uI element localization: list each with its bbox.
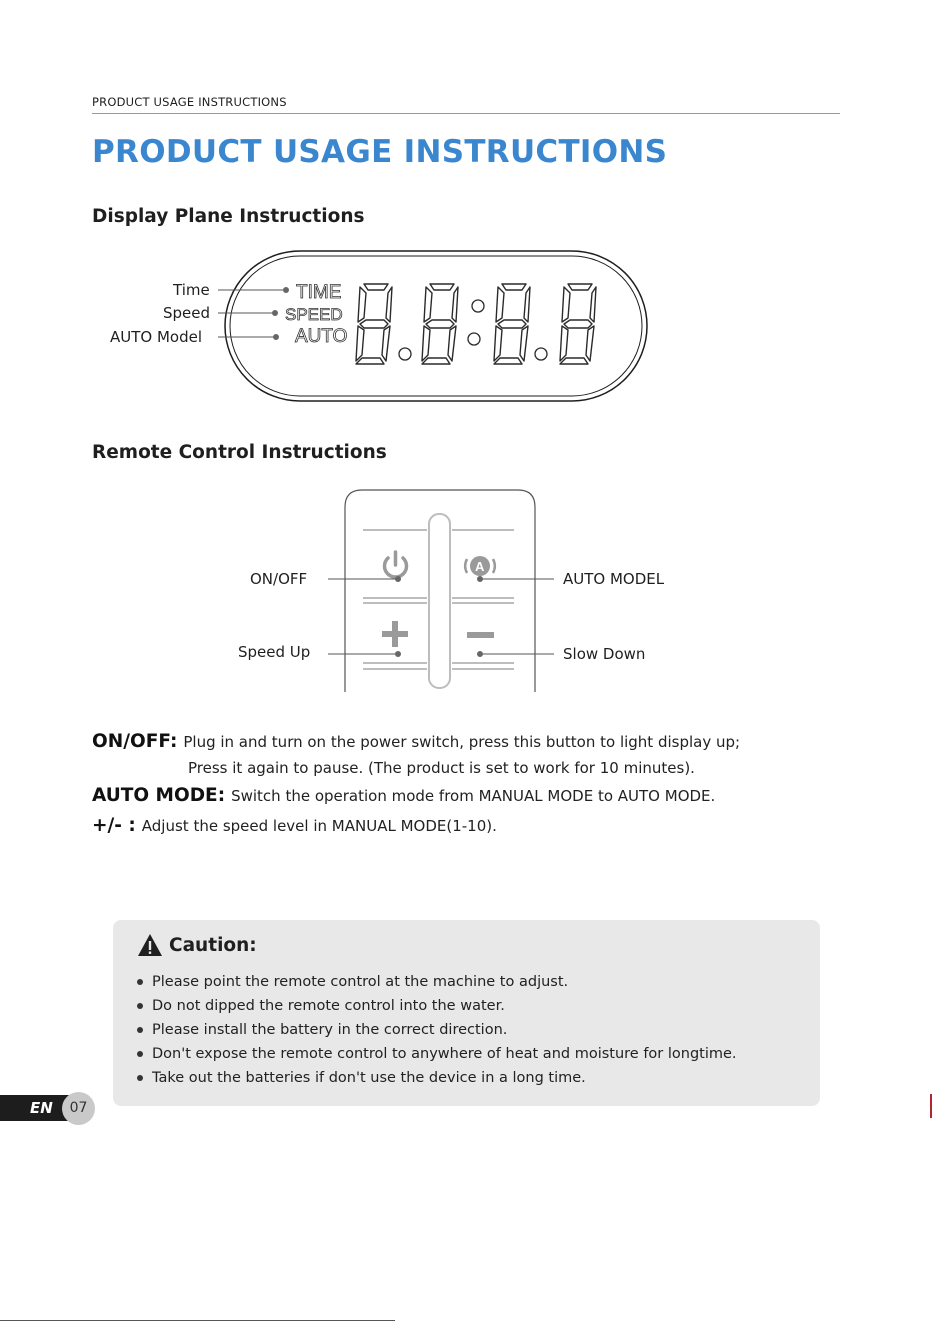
caution-item-text: Take out the batteries if don't use the device in a long time. <box>152 1070 586 1086</box>
caution-item <box>137 998 505 1014</box>
label-time: Time <box>173 281 210 299</box>
caution-item-text: Please point the remote control at the machine to adjust. <box>152 974 569 990</box>
digit-4 <box>560 284 596 364</box>
display-section-heading: Display Plane Instructions <box>92 206 365 227</box>
bullet-icon <box>137 979 143 985</box>
bullet-icon <box>137 1075 143 1081</box>
label-speed: Speed <box>163 304 211 322</box>
bullet-icon <box>137 1027 143 1033</box>
decimal-dot-2 <box>535 348 547 360</box>
label-slow-down: Slow Down <box>563 645 646 663</box>
desc-on-off-key: ON/OFF: <box>92 731 178 752</box>
bottom-divider <box>0 1320 395 1321</box>
time-dot <box>283 287 289 293</box>
header-divider <box>92 113 840 114</box>
desc-on-off-line2: Press it again to pause. (The product is set to work for 10 minutes). <box>188 759 695 777</box>
desc-auto-mode-text: Switch the operation mode from MANUAL MODE to AUTO MODE. <box>231 787 716 805</box>
desc-auto-mode <box>92 785 715 806</box>
caution-heading <box>137 933 257 957</box>
bullet-icon <box>137 1003 143 1009</box>
edge-marker <box>930 1094 932 1118</box>
label-on-off: ON/OFF <box>250 570 308 588</box>
label-auto-model-button: AUTO MODEL <box>563 570 665 588</box>
desc-on-off <box>92 731 740 752</box>
page-title: PRODUCT USAGE INSTRUCTIONS <box>92 134 668 170</box>
decimal-dot-1 <box>399 348 411 360</box>
caution-title: Caution: <box>169 934 257 956</box>
power-icon <box>385 552 407 577</box>
indicator-auto: AUTO <box>295 326 348 347</box>
bullet-icon <box>137 1051 143 1057</box>
remote-section-heading: Remote Control Instructions <box>92 442 387 463</box>
svg-text:A: A <box>475 559 485 574</box>
caution-item-text: Do not dipped the remote control into the water. <box>152 998 505 1014</box>
desc-on-off-line1: Plug in and turn on the power switch, press this button to light display up; <box>183 733 741 751</box>
speed-dot <box>272 310 278 316</box>
indicator-speed: SPEED <box>285 305 343 324</box>
digit-2 <box>422 284 458 364</box>
running-header: PRODUCT USAGE INSTRUCTIONS <box>92 95 287 109</box>
language-tab: EN <box>0 1095 78 1121</box>
desc-plus-minus-text: Adjust the speed level in MANUAL MODE(1-10). <box>141 817 497 835</box>
caution-item <box>137 974 568 990</box>
digit-1 <box>356 284 392 364</box>
minus-icon <box>467 632 494 638</box>
warning-icon <box>137 933 163 957</box>
caution-item-text: Don't expose the remote control to anywhere of heat and moisture for longtime. <box>152 1046 737 1062</box>
label-auto-model: AUTO Model <box>110 328 203 346</box>
indicator-time: TIME <box>296 282 342 303</box>
caution-item <box>137 1046 737 1062</box>
caution-item <box>137 1022 507 1038</box>
display-panel-diagram <box>0 240 934 410</box>
auto-dot <box>273 334 279 340</box>
digit-3 <box>494 284 530 364</box>
caution-item-text: Please install the battery in the correct direction. <box>152 1022 508 1038</box>
remote-control-diagram <box>230 485 690 695</box>
colon-dot-bottom <box>468 333 480 345</box>
caution-item <box>137 1070 586 1086</box>
colon-dot-top <box>472 300 484 312</box>
auto-icon <box>465 556 494 576</box>
plus-icon <box>382 621 408 647</box>
page-number: 07 <box>62 1092 95 1125</box>
desc-auto-mode-key: AUTO MODE: <box>92 785 226 806</box>
desc-plus-minus <box>92 815 497 836</box>
label-speed-up: Speed Up <box>238 643 311 661</box>
desc-plus-minus-key: +/- : <box>92 815 136 836</box>
